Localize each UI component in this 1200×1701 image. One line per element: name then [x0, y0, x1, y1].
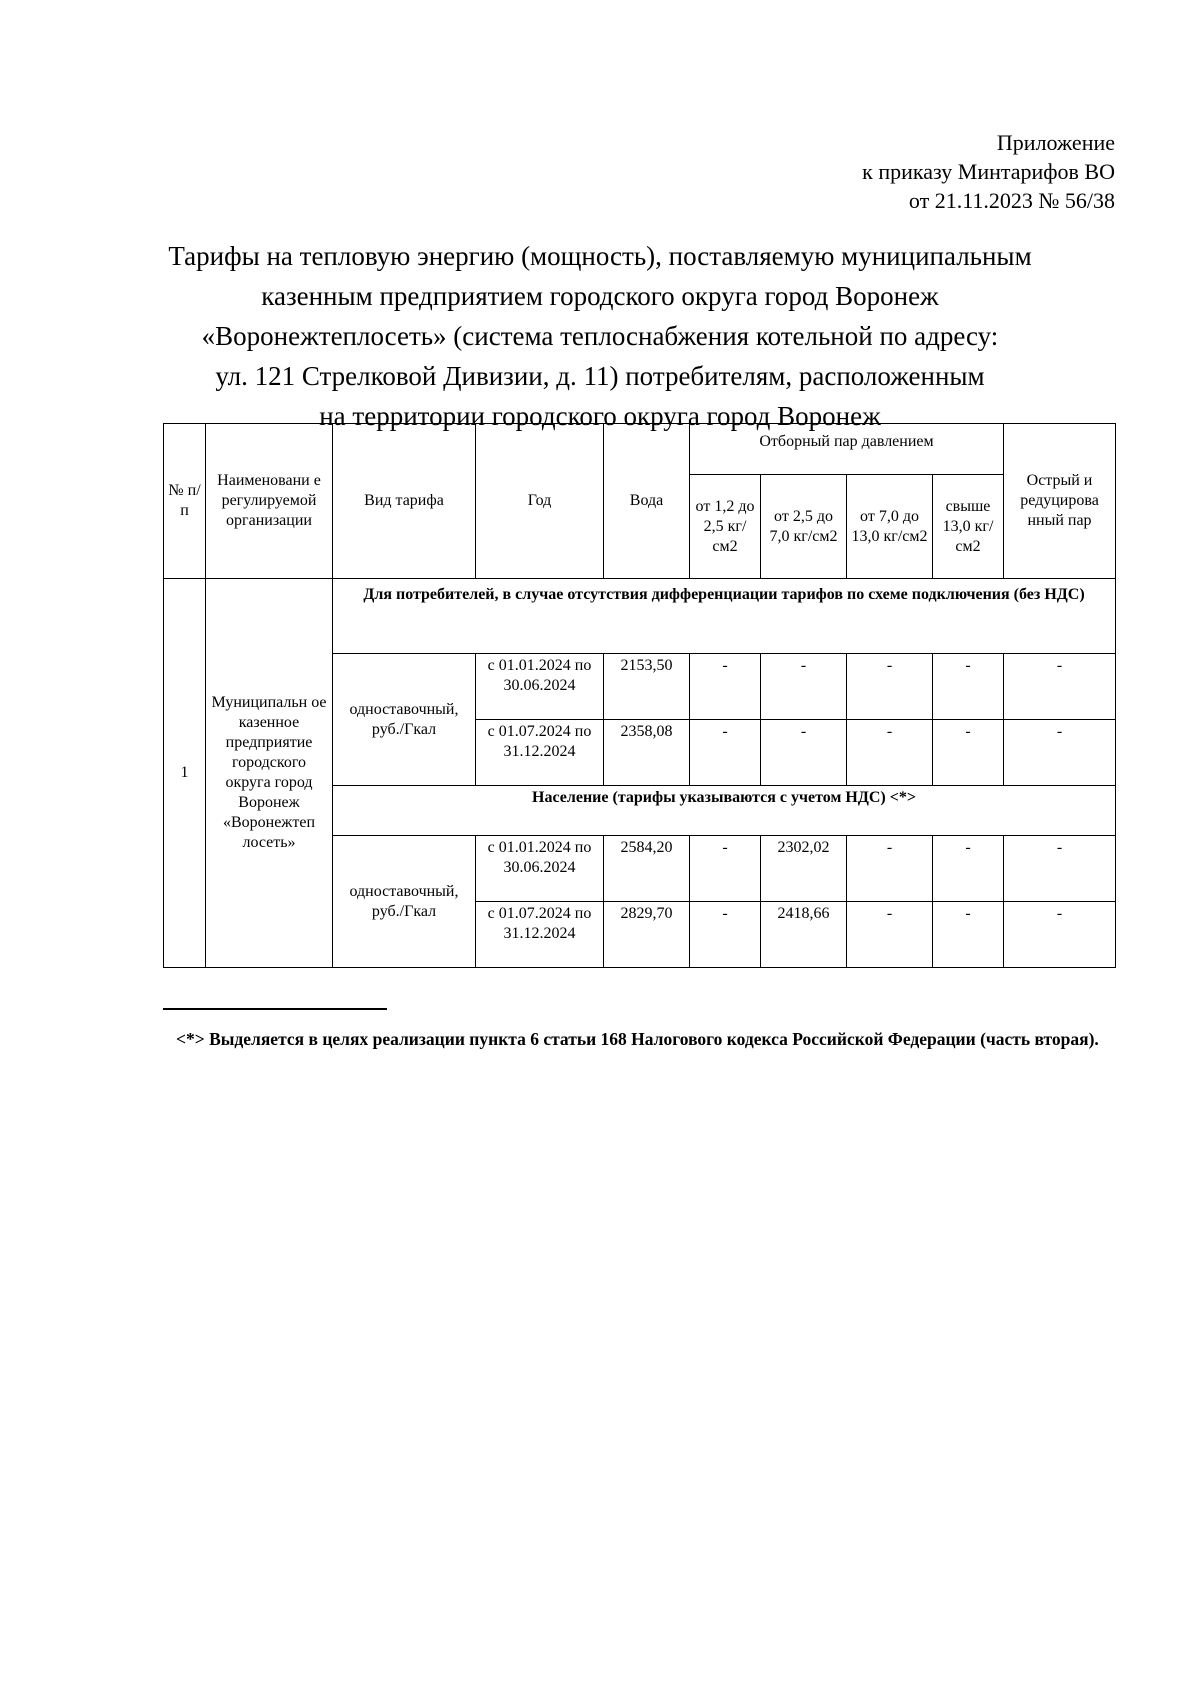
section-row-1	[164, 579, 1116, 654]
p3-cell: -	[847, 836, 933, 902]
sharp-cell: -	[1004, 836, 1116, 902]
header-p1: от 1,2 до 2,5 кг/см2	[690, 475, 761, 579]
tariff-type: одноставочный, руб./Гкал	[333, 836, 476, 968]
section-label-2: Население (тарифы указываются с учетом НДС) <*>	[333, 786, 1116, 836]
p3-cell: -	[847, 654, 933, 720]
footnote-divider	[163, 1008, 387, 1010]
appendix-line-2: к приказу Минтарифов ВО	[862, 159, 1115, 184]
p4-cell: -	[933, 654, 1004, 720]
title-line-4: ул. 121 Стрелковой Дивизии, д. 11) потребителям, расположенным	[215, 361, 985, 391]
appendix-line-3: от 21.11.2023 № 56/38	[908, 188, 1115, 213]
p1-cell: -	[690, 902, 761, 968]
p2-cell: -	[761, 654, 847, 720]
header-year: Год	[476, 424, 604, 579]
header-type: Вид тарифа	[333, 424, 476, 579]
sharp-cell: -	[1004, 654, 1116, 720]
period-cell: с 01.07.2024 по 31.12.2024	[476, 720, 604, 786]
header-num: № п/п	[164, 424, 206, 579]
org-name: Муниципальн ое казенное предприятие городского округа город Воронеж «Воронежтеп лосеть»	[206, 579, 333, 968]
p4-cell: -	[933, 902, 1004, 968]
header-p2: от 2,5 до 7,0 кг/см2	[761, 475, 847, 579]
p4-cell: -	[933, 720, 1004, 786]
header-p3: от 7,0 до 13,0 кг/см2	[847, 475, 933, 579]
title-line-1: Тарифы на тепловую энергию (мощность), поставляемую муниципальным	[168, 241, 1032, 271]
p4-cell: -	[933, 836, 1004, 902]
p3-cell: -	[847, 902, 933, 968]
p3-cell: -	[847, 720, 933, 786]
header-org: Наименовани е регулируемой организации	[206, 424, 333, 579]
sharp-cell: -	[1004, 720, 1116, 786]
p1-cell: -	[690, 836, 761, 902]
footnote: <*> Выделяется в целях реализации пункта 6 статьи 168 Налогового кодекса Российской Федерации (часть вторая).	[176, 1029, 1099, 1049]
header-p4: свыше 13,0 кг/см2	[933, 475, 1004, 579]
title-line-3: «Воронежтеплосеть» (система теплоснабжения котельной по адресу:	[201, 321, 999, 351]
period-cell: с 01.07.2024 по 31.12.2024	[476, 902, 604, 968]
water-cell: 2584,20	[604, 836, 690, 902]
title-line-2: казенным предприятием городского округа город Воронеж	[261, 281, 939, 311]
header-sharp: Острый и редуцирова нный пар	[1004, 424, 1116, 579]
tariff-type: одноставочный, руб./Гкал	[333, 654, 476, 786]
p1-cell: -	[690, 654, 761, 720]
row-num: 1	[164, 579, 206, 968]
period-cell: с 01.01.2024 по 30.06.2024	[476, 836, 604, 902]
water-cell: 2829,70	[604, 902, 690, 968]
appendix-line-1: Приложение	[996, 130, 1115, 155]
header-water: Вода	[604, 424, 690, 579]
p2-cell: 2418,66	[761, 902, 847, 968]
document-title	[140, 236, 1060, 436]
water-cell: 2358,08	[604, 720, 690, 786]
header-row-1	[164, 424, 1116, 475]
p1-cell: -	[690, 720, 761, 786]
header-steam: Отборный пар давлением	[690, 424, 1004, 475]
appendix-block	[862, 128, 1115, 215]
period-cell: с 01.01.2024 по 30.06.2024	[476, 654, 604, 720]
water-cell: 2153,50	[604, 654, 690, 720]
p2-cell: -	[761, 720, 847, 786]
title-line-5: на территории городского округа город Воронеж	[319, 401, 881, 431]
tariff-table	[163, 423, 1116, 968]
p2-cell: 2302,02	[761, 836, 847, 902]
sharp-cell: -	[1004, 902, 1116, 968]
section-label-1: Для потребителей, в случае отсутствия дифференциации тарифов по схеме подключения (без НДС)	[333, 579, 1116, 654]
